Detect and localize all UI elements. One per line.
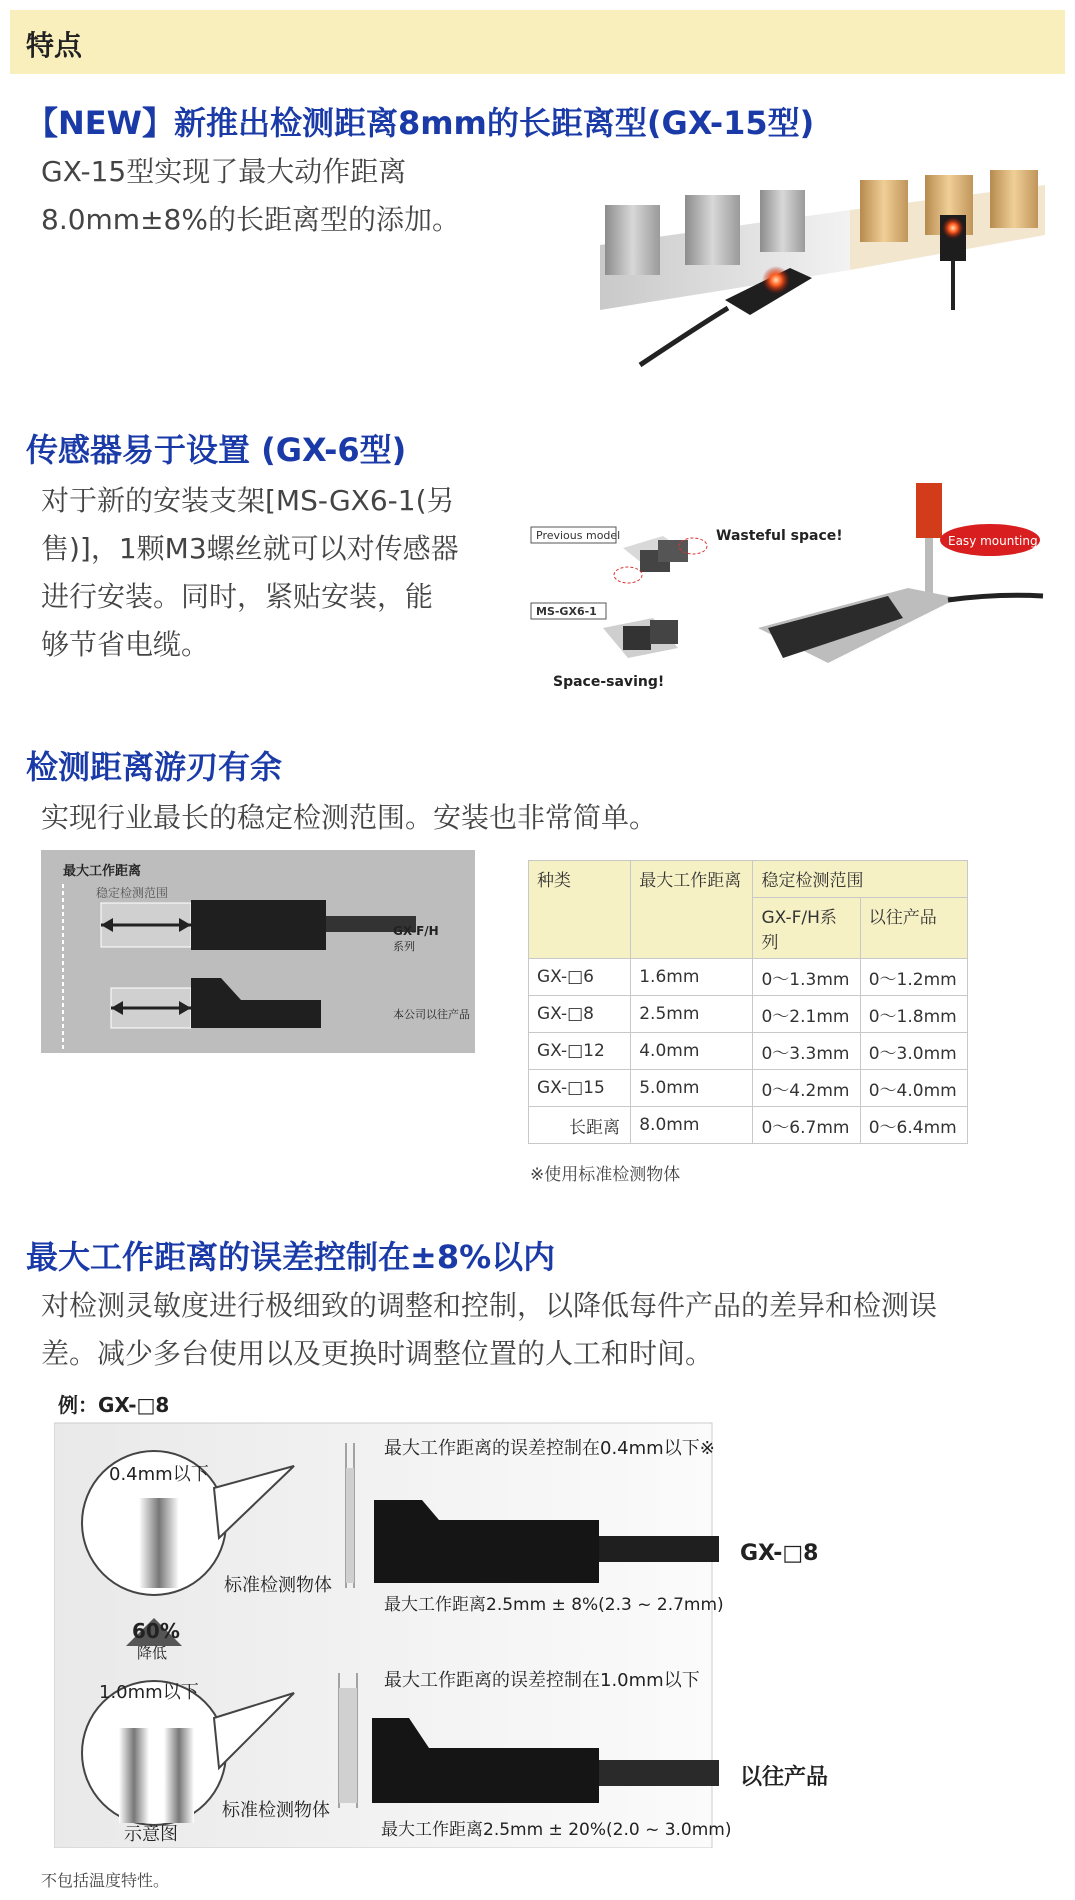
cell-prev: 0～1.2mm — [860, 959, 967, 996]
label-obj-2: 标准检测物体 — [222, 1800, 330, 1821]
s2-line-4: 够节省电缆。 — [41, 628, 210, 661]
label-ms-gx6-1: MS-GX6-1 — [536, 605, 597, 618]
cell-max: 4.0mm — [631, 1033, 753, 1070]
s1-title: 【NEW】新推出检测距离8mm的长距离型(GX-15型) — [26, 104, 815, 142]
cell-gxfh: 0～6.7mm — [753, 1107, 860, 1144]
label-schema: 示意图 — [124, 1824, 178, 1845]
label-wasteful-space: Wasteful space! — [716, 528, 843, 544]
th-type: 种类 — [529, 861, 631, 959]
label-gxfh: GX-F/H — [393, 924, 439, 938]
s1-line-1: GX-15型实现了最大动作距离 — [41, 155, 407, 188]
cell-type: GX-□15 — [529, 1070, 631, 1107]
table-row — [529, 1070, 968, 1107]
th-max: 最大工作距离 — [631, 861, 753, 959]
cell-max: 8.0mm — [631, 1107, 753, 1144]
s3-note: ※使用标准检测物体 — [530, 1165, 681, 1185]
th-gxfh: GX-F/H系列 — [753, 898, 860, 959]
label-stable-range: 稳定检测范围 — [96, 886, 169, 900]
tolerance-illustration — [54, 1388, 844, 1848]
label-err2: 最大工作距离的误差控制在1.0mm以下 — [384, 1670, 700, 1691]
cell-prev: 0～3.0mm — [860, 1033, 967, 1070]
s2-title: 传感器易于设置 (GX-6型) — [26, 431, 407, 469]
s2-line-1: 对于新的安装支架[MS-GX6-1(另 — [41, 484, 455, 517]
s4-title: 最大工作距离的误差控制在±8%以内 — [26, 1238, 556, 1276]
s1-line-2: 8.0mm±8%的长距离型的添加。 — [41, 203, 460, 236]
cell-gxfh: 0～3.3mm — [753, 1033, 860, 1070]
table-row — [529, 1033, 968, 1070]
cell-prev: 0～4.0mm — [860, 1070, 967, 1107]
table-row — [529, 1107, 968, 1144]
cell-gxfh: 0～1.3mm — [753, 959, 860, 996]
label-previous-model: Previous model — [536, 529, 621, 542]
cell-prev: 0～1.8mm — [860, 996, 967, 1033]
s3-title: 检测距离游刃有余 — [26, 748, 283, 786]
section-header-title: 特点 — [26, 29, 83, 62]
label-easy-mounting: Easy mounting — [948, 534, 1038, 548]
cell-max: 5.0mm — [631, 1070, 753, 1107]
mounting-bracket-photo — [528, 478, 1048, 700]
label-prev: 以往产品 — [740, 1765, 829, 1790]
label-range1: 最大工作距离2.5mm ± 8%(2.3 ~ 2.7mm) — [384, 1595, 724, 1615]
mounting-illustration — [528, 478, 1048, 700]
tolerance-diagram — [54, 1388, 844, 1848]
cell-max: 1.6mm — [631, 959, 753, 996]
th-stable: 稳定检测范围 — [753, 861, 968, 898]
s4-note: 不包括温度特性。 — [41, 1871, 170, 1890]
spec-table — [528, 860, 968, 1144]
cell-type: GX-□12 — [529, 1033, 631, 1070]
cell-type: GX-□6 — [529, 959, 631, 996]
label-err1: 最大工作距离的误差控制在0.4mm以下※ — [384, 1438, 715, 1459]
gx15-photo-illustration — [600, 150, 1045, 370]
table-row — [529, 959, 968, 996]
label-c2: 1.0mm以下 — [99, 1682, 199, 1703]
cell-type: GX-□8 — [529, 996, 631, 1033]
s2-line-3: 进行安装。同时，紧贴安装，能 — [41, 580, 434, 613]
sensing-range-illustration — [41, 850, 475, 1053]
s4-line-2: 差。减少多台使用以及更换时调整位置的人工和时间。 — [41, 1337, 714, 1370]
label-obj-1: 标准检测物体 — [224, 1575, 332, 1596]
s2-line-2: 售)]，1颗M3螺丝就可以对传感器 — [41, 532, 459, 565]
cell-gxfh: 0～4.2mm — [753, 1070, 860, 1107]
cell-max: 2.5mm — [631, 996, 753, 1033]
gx15-product-photo — [600, 150, 1045, 370]
label-pct: 60% — [132, 1619, 180, 1643]
s3-line: 实现行业最长的稳定检测范围。安装也非常简单。 — [41, 801, 658, 834]
cell-gxfh: 0～2.1mm — [753, 996, 860, 1033]
label-range2: 最大工作距离2.5mm ± 20%(2.0 ~ 3.0mm) — [381, 1820, 732, 1840]
label-c1: 0.4mm以下 — [109, 1464, 209, 1485]
label-max-distance: 最大工作距离 — [63, 864, 142, 879]
label-series: 系列 — [393, 940, 415, 953]
th-prev: 以往产品 — [860, 898, 967, 959]
cell-type: 长距离 — [529, 1107, 631, 1144]
label-model: GX-□8 — [740, 1541, 819, 1566]
table-row — [529, 996, 968, 1033]
label-down: 降低 — [137, 1644, 168, 1662]
label-space-saving: Space-saving! — [553, 674, 665, 690]
cell-prev: 0～6.4mm — [860, 1107, 967, 1144]
sensing-range-diagram — [41, 850, 475, 1053]
label-example: 例：GX-□8 — [58, 1393, 170, 1417]
s4-line-1: 对检测灵敏度进行极细致的调整和控制，以降低每件产品的差异和检测误 — [41, 1289, 938, 1322]
section-header — [10, 10, 1065, 74]
label-prev-product: 本公司以往产品 — [393, 1008, 470, 1021]
